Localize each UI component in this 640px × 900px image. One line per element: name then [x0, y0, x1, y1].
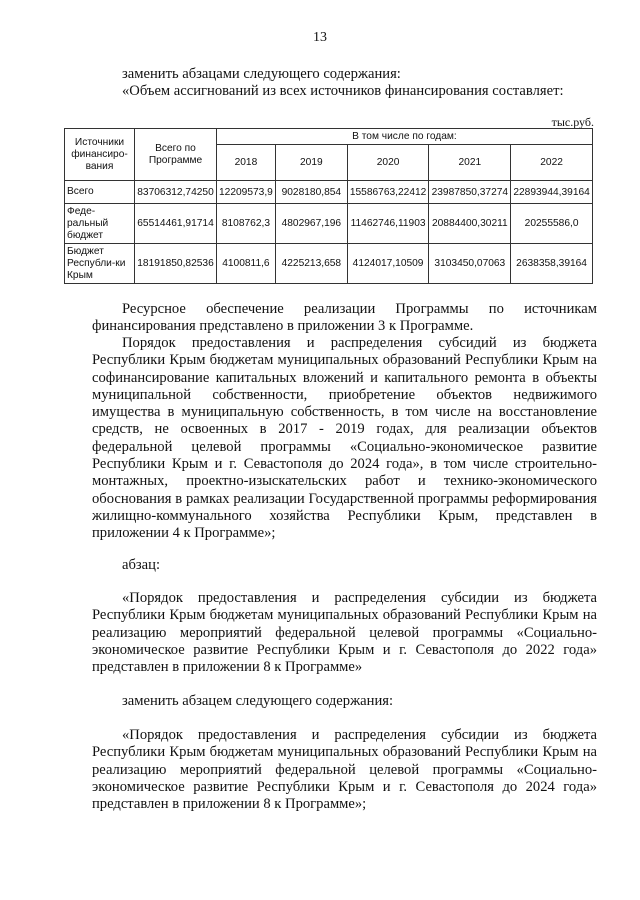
- table-row: [65, 244, 593, 284]
- header-total: Всего по Программе: [135, 129, 217, 181]
- table-unit: тыс.руб.: [551, 115, 594, 129]
- cell-value: 20255586,0: [511, 204, 593, 244]
- cell-value: 12209573,9: [217, 181, 276, 204]
- intro-line-2: «Объем ассигнований из всех источников финансирования составляет:: [122, 83, 564, 99]
- financing-table: [64, 128, 593, 284]
- cell-value: 20884400,30211: [429, 204, 511, 244]
- header-source: Источники финансиро-вания: [65, 129, 135, 181]
- intro-line-1: заменить абзацами следующего содержания:: [122, 66, 401, 82]
- paragraph-subsidy-order-main: Порядок предоставления и распределения субсидий из бюджета Республики Крым бюджетам муниципальных образований Республики Крым на софинансирование капитальных вложений и капитального ремонта в объекты муниципальной собственности, приобретение объектов недвижимого имущества в муниципальную собственность, в том числе на восстановление средств, не освоенных в 2017 - 2019 годах, для реализации объектов федеральной целевой программы «Социально-экономическое развитие Республики Крым и г. Севастополя до 2024 года», в том числе строительно-монтажных, проектно-изыскательских работ и технико-экономического обоснования в рамках реализации Государственной программы реформирования жилищно-коммунального хозяйства Республики Крым, представлен в приложении 4 к Программе»;: [92, 335, 597, 542]
- cell-value: 9028180,854: [275, 181, 347, 204]
- header-year: 2020: [347, 145, 429, 181]
- paragraph-resource-support: Ресурсное обеспечение реализации Программы по источникам финансирования представлено в приложении 3 к Программе.: [92, 301, 597, 335]
- cell-value: 23987850,37274: [429, 181, 511, 204]
- cell-value: 2638358,39164: [511, 244, 593, 284]
- table-row: [65, 181, 593, 204]
- cell-value: 3103450,07063: [429, 244, 511, 284]
- paragraph-replace-instruction: заменить абзацем следующего содержания:: [122, 693, 394, 709]
- cell-value: 4225213,658: [275, 244, 347, 284]
- table-row: [65, 204, 593, 244]
- cell-value: 11462746,11903: [347, 204, 429, 244]
- row-label: Феде-ральный бюджет: [65, 204, 135, 244]
- header-year: 2021: [429, 145, 511, 181]
- page-number: 13: [313, 30, 327, 45]
- header-by-years: В том числе по годам:: [217, 129, 593, 145]
- cell-total: 18191850,82536: [135, 244, 217, 284]
- paragraph-new-text: «Порядок предоставления и распределения субсидии из бюджета Республики Крым бюджетам муниципальных образований Республики Крым на реализацию мероприятий федеральной целевой программы «Социально-экономическое развитие Республики Крым и г. Севастополя до 2024 года» представлен в приложении 8 к Программе»;: [92, 727, 597, 813]
- header-year: 2018: [217, 145, 276, 181]
- cell-value: 15586763,22412: [347, 181, 429, 204]
- cell-total: 83706312,74250: [135, 181, 217, 204]
- cell-value: 4100811,6: [217, 244, 276, 284]
- cell-value: 22893944,39164: [511, 181, 593, 204]
- cell-value: 4802967,196: [275, 204, 347, 244]
- cell-value: 4124017,10509: [347, 244, 429, 284]
- header-year: 2022: [511, 145, 593, 181]
- header-year: 2019: [275, 145, 347, 181]
- cell-total: 65514461,91714: [135, 204, 217, 244]
- cell-value: 8108762,3: [217, 204, 276, 244]
- paragraph-old-text: «Порядок предоставления и распределения субсидии из бюджета Республики Крым бюджетам муниципальных образований Республики Крым на реализацию мероприятий федеральной целевой программы «Социально-экономическое развитие Республики Крым и г. Севастополя до 2022 года» представлен в приложении 8 к Программе»: [92, 590, 597, 676]
- row-label: Бюджет Республи-ки Крым: [65, 244, 135, 284]
- row-label: Всего: [65, 181, 135, 204]
- paragraph-abzac: абзац:: [122, 557, 161, 573]
